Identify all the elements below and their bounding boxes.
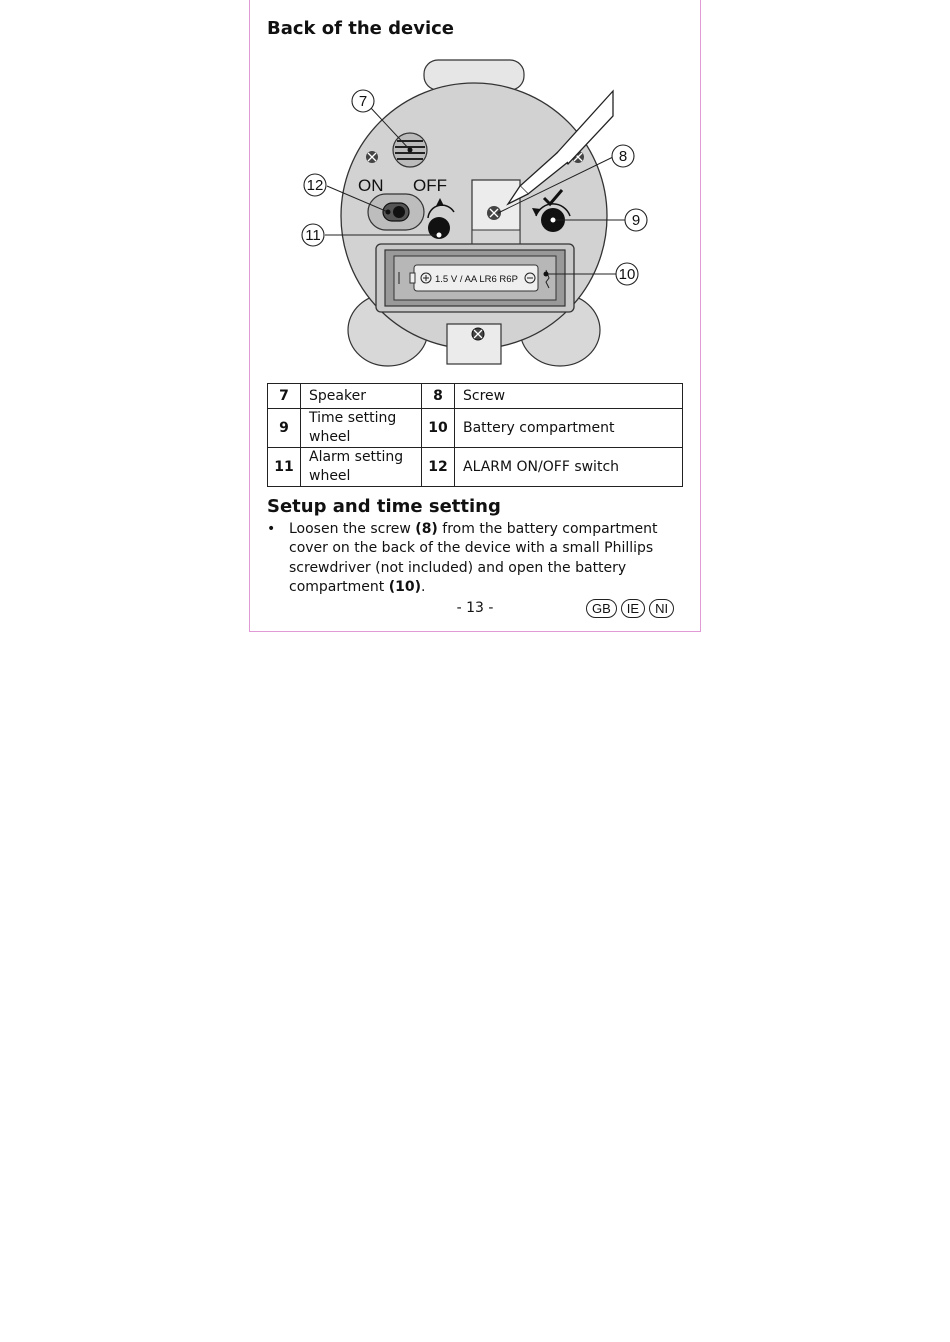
table-row: [268, 448, 683, 487]
parts-legend-table: [267, 383, 683, 487]
callout-9: 9: [631, 212, 641, 229]
switch-on-label: ON: [358, 176, 384, 195]
alarm-switch-icon: [368, 194, 424, 230]
part-number: 12: [422, 448, 455, 487]
table-row: [268, 384, 683, 409]
country-badge-ni: NI: [649, 599, 674, 618]
part-number: 9: [268, 409, 301, 448]
page-number: - 13 -: [456, 600, 494, 616]
callout-10: 10: [618, 266, 636, 283]
part-number: 8: [422, 384, 455, 409]
country-badge-ie: IE: [621, 599, 645, 618]
device-back-illustration: [296, 58, 656, 370]
callout-7: 7: [358, 93, 368, 110]
ref-screw: (8): [415, 521, 438, 537]
part-number: 10: [422, 409, 455, 448]
callout-12: 12: [306, 177, 324, 194]
ref-battery: (10): [388, 578, 421, 595]
table-row: [268, 409, 683, 448]
part-number: 11: [268, 448, 301, 487]
country-badges: [586, 599, 674, 619]
screw-bottom-icon: [472, 328, 484, 340]
screw-left-icon: [366, 151, 378, 163]
part-name: Battery compartment: [455, 409, 683, 448]
part-name: Time setting wheel: [301, 409, 422, 448]
section-heading-setup: Setup and time setting: [267, 496, 501, 517]
switch-off-label: OFF: [413, 176, 447, 195]
battery-compartment-icon: [376, 244, 574, 312]
bullet-icon: •: [267, 521, 276, 537]
part-name: Alarm setting wheel: [301, 448, 422, 487]
battery-label: 1.5 V / AA LR6 R6P: [435, 274, 518, 285]
part-name: Speaker: [301, 384, 422, 409]
country-badge-gb: GB: [586, 599, 617, 618]
part-number: 7: [268, 384, 301, 409]
part-name: ALARM ON/OFF switch: [455, 448, 683, 487]
part-name: Screw: [455, 384, 683, 409]
callout-8: 8: [618, 148, 628, 165]
instruction-text: Loosen the screw (8) from the battery compartment cover on the back of the device with a small Phillips screwdriver (not included) and open the battery compartment (10).: [289, 521, 658, 595]
callout-11: 11: [305, 227, 321, 244]
section-heading-back: Back of the device: [267, 18, 455, 39]
